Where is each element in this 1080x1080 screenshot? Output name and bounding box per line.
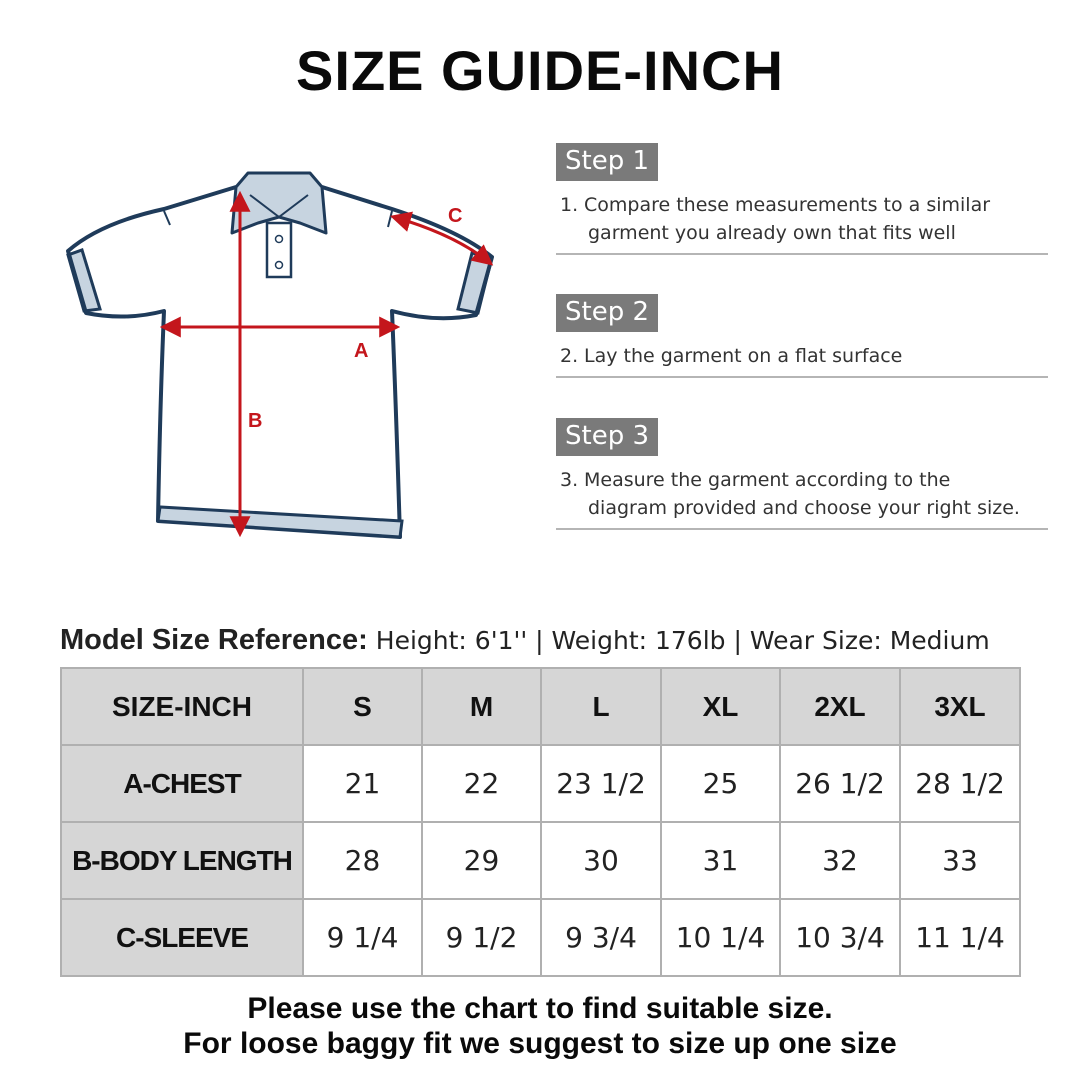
size-header: M	[422, 668, 541, 745]
step-3	[556, 418, 1048, 530]
table-cell: 32	[780, 822, 900, 899]
table-cell: 22	[422, 745, 541, 822]
step-instructions: 2. Lay the garment on a flat surface	[556, 342, 1048, 378]
table-cell: 23 1/2	[541, 745, 661, 822]
label-b: B	[248, 410, 263, 432]
label-c: C	[448, 205, 463, 227]
row-header: B-BODY LENGTH	[61, 822, 303, 899]
hem-band	[158, 507, 402, 537]
table-cell: 9 1/2	[422, 899, 541, 976]
table-cell: 33	[900, 822, 1020, 899]
size-table	[60, 667, 1021, 977]
table-header-row	[61, 668, 1020, 745]
table-cell: 28	[303, 822, 422, 899]
shirt-diagram	[60, 165, 510, 555]
table-cell: 26 1/2	[780, 745, 900, 822]
table-cell: 25	[661, 745, 780, 822]
table-row	[61, 822, 1020, 899]
table-cell: 21	[303, 745, 422, 822]
table-cell: 28 1/2	[900, 745, 1020, 822]
table-corner-header: SIZE-INCH	[61, 668, 303, 745]
label-a: A	[354, 340, 369, 362]
step-badge: Step 3	[556, 418, 658, 456]
row-header: C-SLEEVE	[61, 899, 303, 976]
size-header: S	[303, 668, 422, 745]
table-cell: 30	[541, 822, 661, 899]
table-cell: 29	[422, 822, 541, 899]
table-cell: 11 1/4	[900, 899, 1020, 976]
size-header: L	[541, 668, 661, 745]
model-size-reference: Model Size Reference: Height: 6'1'' | Weight: 176lb | Wear Size: Medium	[60, 624, 990, 656]
step-badge: Step 1	[556, 143, 658, 181]
table-cell: 9 3/4	[541, 899, 661, 976]
table-row	[61, 745, 1020, 822]
size-header: 3XL	[900, 668, 1020, 745]
fit-note-line-2: For loose baggy fit we suggest to size up one size	[183, 1027, 897, 1060]
step-badge: Step 2	[556, 294, 658, 332]
table-cell: 10 3/4	[780, 899, 900, 976]
size-header: 2XL	[780, 668, 900, 745]
fit-note-line-1: Please use the chart to find suitable size.	[247, 992, 833, 1025]
step-1	[556, 143, 1048, 255]
table-cell: 10 1/4	[661, 899, 780, 976]
page-title: SIZE GUIDE-INCH	[296, 39, 784, 102]
row-header: A-CHEST	[61, 745, 303, 822]
table-cell: 9 1/4	[303, 899, 422, 976]
step-2	[556, 294, 1048, 378]
table-row	[61, 899, 1020, 976]
table-cell: 31	[661, 822, 780, 899]
step-instructions: 1. Compare these measurements to a similar garment you already own that fits well	[556, 191, 1048, 255]
step-instructions: 3. Measure the garment according to the diagram provided and choose your right size.	[556, 466, 1048, 530]
size-header: XL	[661, 668, 780, 745]
